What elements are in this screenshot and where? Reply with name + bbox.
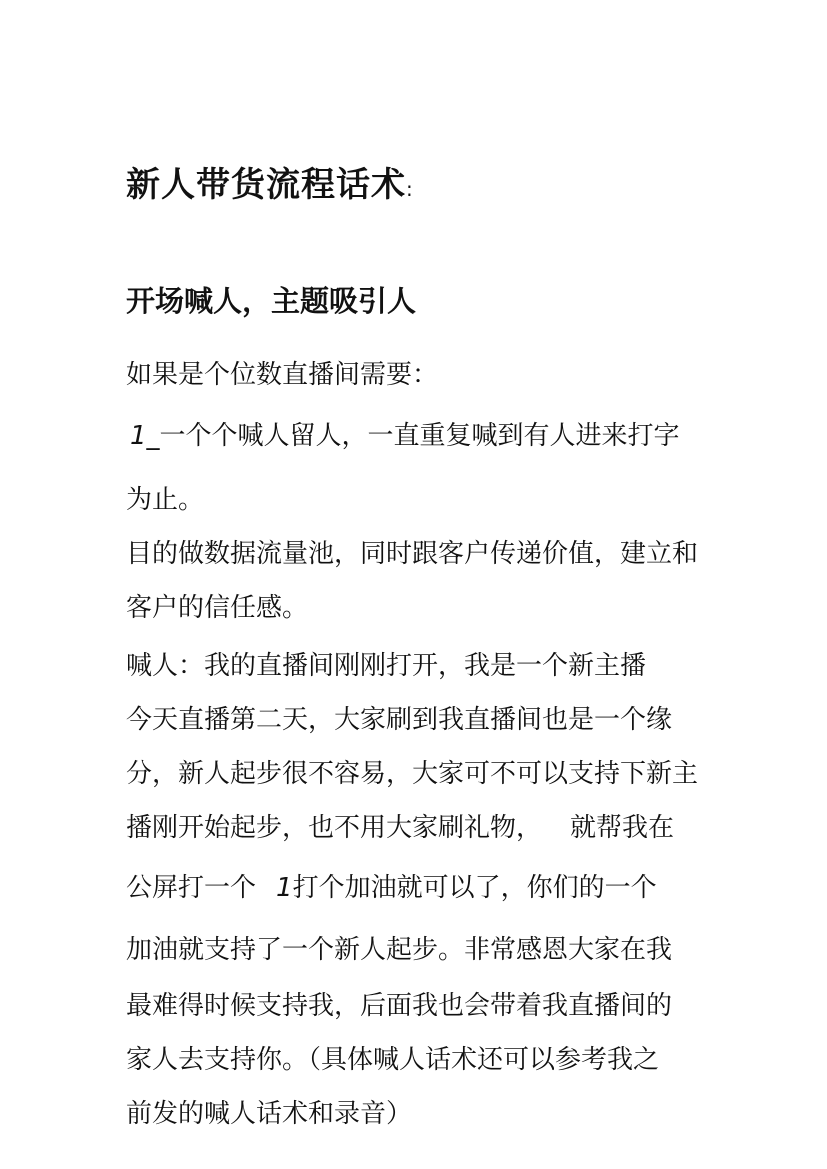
line-part: 播刚开始起步，也不用大家刷礼物， (126, 813, 543, 843)
paragraph-line: 最难得时候支持我，后面我也会带着我直播间的 (126, 991, 673, 1021)
title-colon: : (406, 177, 414, 201)
line-part: 打个加油就可以了，你们的一个 (292, 873, 657, 903)
paragraph-line: 喊人：我的直播间刚刚打开，我是一个新主播 (126, 651, 647, 681)
paragraph-line: 今天直播第二天，大家刷到我直播间也是一个缘 (126, 705, 673, 735)
paragraph-line (126, 871, 657, 905)
document-title: 新人带货流程话术: (126, 165, 414, 205)
paragraph-line: 家人去支持你。（具体喊人话术还可以参考我之 (126, 1045, 660, 1075)
section-heading: 开场喊人，主题吸引人 (126, 284, 417, 318)
paragraph-line (126, 811, 674, 845)
paragraph-line: 如果是个位数直播间需要： (126, 360, 439, 390)
list-item-line (130, 419, 680, 453)
type-number-mark: 1 (276, 873, 293, 903)
line-part: 就帮我在 (570, 813, 675, 843)
paragraph-line: 客户的信任感。 (126, 593, 309, 623)
paragraph-line: 加油就支持了一个新人起步。非常感恩大家在我 (126, 935, 673, 965)
list-item-text: 一个个喊人留人，一直重复喊到有人进来打字 (159, 421, 680, 451)
paragraph-line: 前发的喊人话术和录音） (126, 1099, 413, 1129)
line-part: 公屏打一个 (126, 873, 257, 903)
paragraph-line: 目的做数据流量池，同时跟客户传递价值，建立和 (126, 539, 699, 569)
paragraph-line: 分，新人起步很不容易，大家可不可以支持下新主 (126, 759, 699, 789)
paragraph-line: 为止。 (126, 485, 205, 515)
list-marker: 1_ (130, 421, 160, 451)
